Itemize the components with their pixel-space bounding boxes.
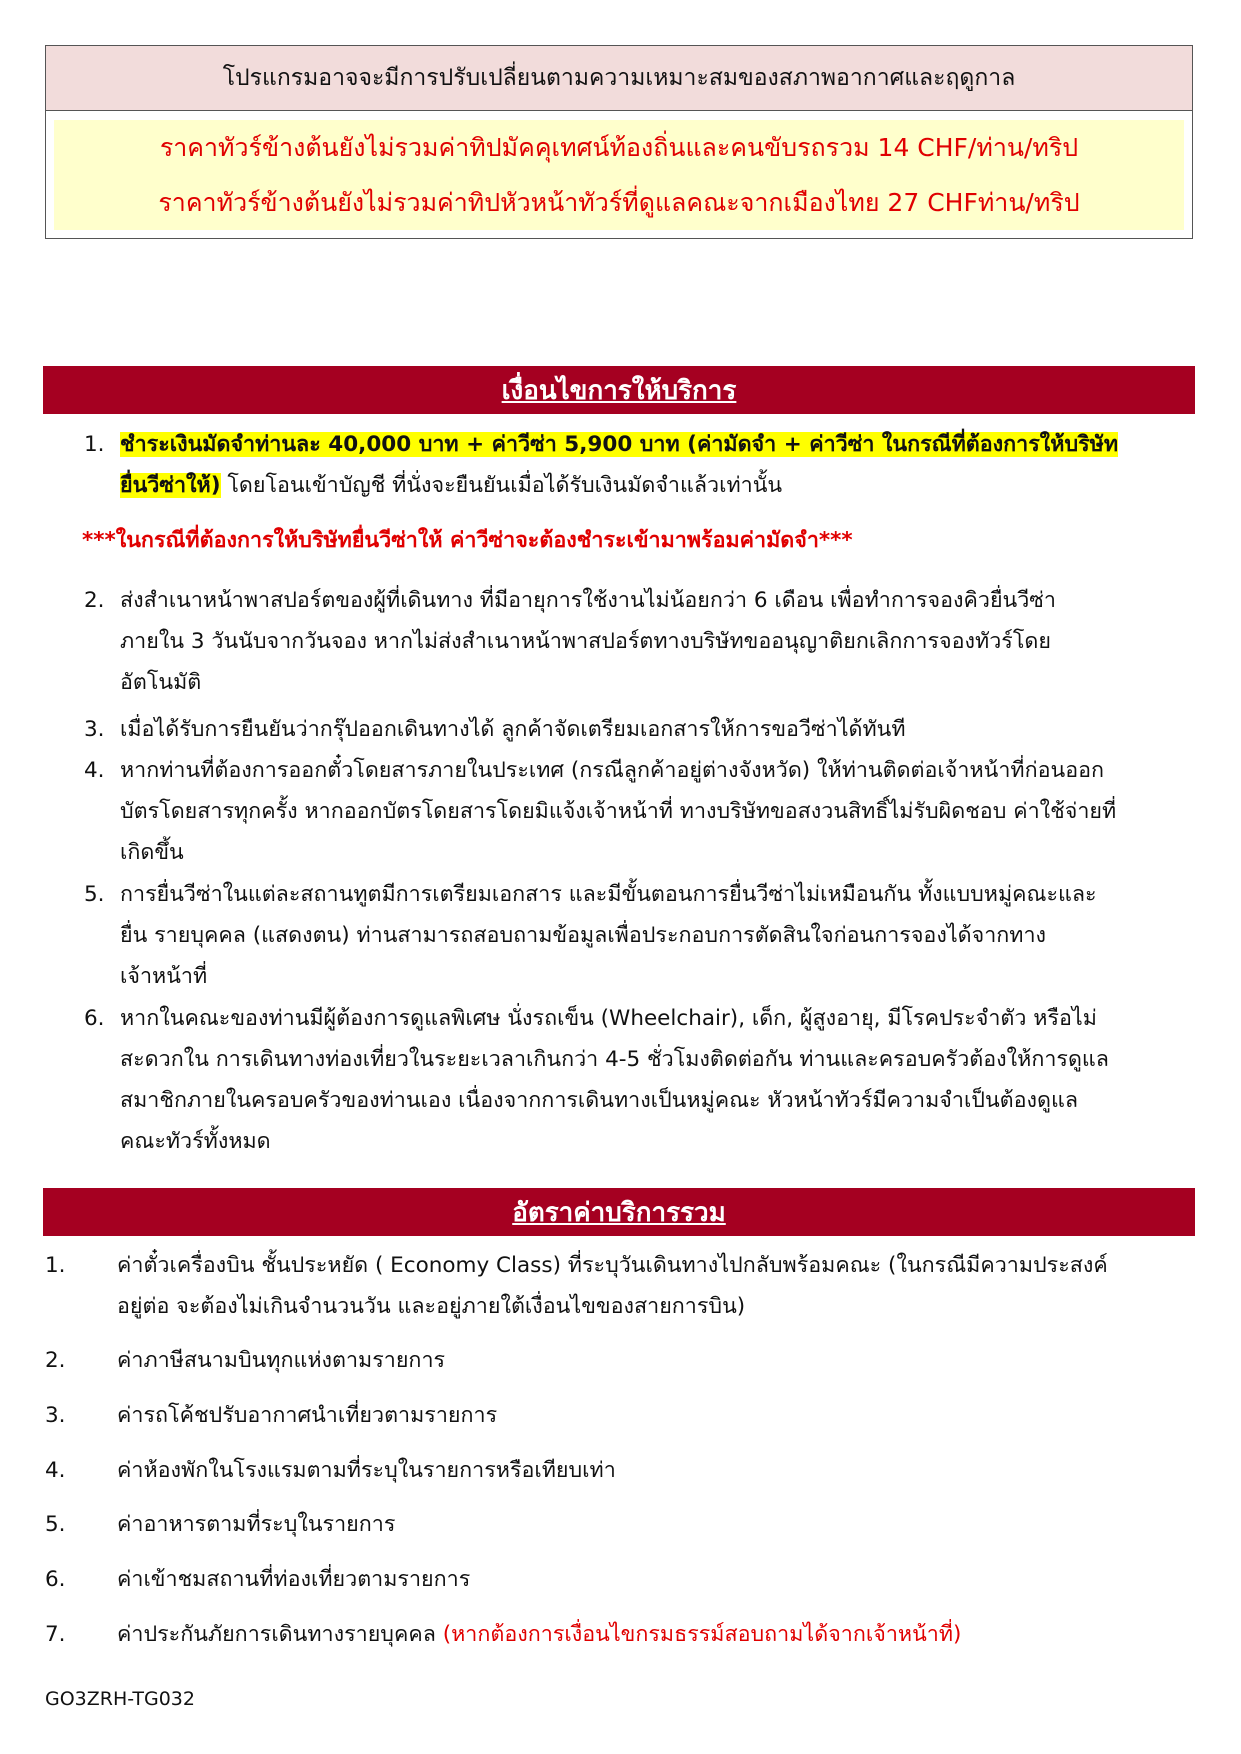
service-number: 6. [45,1567,66,1592]
condition-line: หากในคณะของท่านมีผู้ต้องการดูแลพิเศษ นั่งรถเข็น (Wheelchair), เด็ก, ผู้สูงอายุ, มีโรคประจำตัว หรือไม่ [120,1006,1097,1031]
condition-number: 2. [84,588,105,613]
service-text [117,1614,1207,1655]
service-line: ค่าเข้าชมสถานที่ท่องเที่ยวตามรายการ [117,1567,471,1592]
condition-line: ส่งสำเนาหน้าพาสปอร์ตของผู้ที่เดินทาง ที่มีอายุการใช้งานไม่น้อยกว่า 6 เดือน เพื่อทำการจองคิวยื่นวีซ่า [120,588,1056,613]
service-line: ค่าตั๋วเครื่องบิน ชั้นประหยัด ( Economy Class) ที่ระบุวันเดินทางไปกลับพร้อมคณะ (ในกรณีมีความประสงค์ [117,1253,1108,1278]
deposit-highlight: ชำระเงินมัดจำท่านละ 40,000 บาท + ค่าวีซ่า 5,900 บาท (ค่ามัดจำ + ค่าวีซ่า ในกรณีที่ต้องการให้บริษัท [120,432,1118,457]
condition-line: อัตโนมัติ [120,670,202,695]
condition-text [120,709,1205,750]
notice-title: โปรแกรมอาจจะมีการปรับเปลี่ยนตามความเหมาะสมของสภาพอากาศและฤดูกาล [46,46,1192,111]
condition-line: การยื่นวีซ่าในแต่ละสถานทูตมีการเตรียมเอกสาร และมีขั้นตอนการยื่นวีซ่าไม่เหมือนกัน ทั้งแบบหมู่คณะและ [120,882,1097,907]
service-number: 5. [45,1512,66,1537]
insurance-note: (หากต้องการเงื่อนไขกรมธรรม์สอบถามได้จากเจ้าหน้าที่) [442,1622,962,1647]
service-line: ค่าภาษีสนามบินทุกแห่งตามรายการ [117,1348,446,1373]
insurance-label: ค่าประกันภัยการเดินทางรายบุคคล [117,1622,443,1647]
condition-text [120,998,1205,1162]
condition-text [120,580,1205,703]
visa-highlight: ยื่นวีซ่าให้) [120,473,221,498]
tip-tour-leader-note: ราคาทัวร์ข้างต้นยังไม่รวมค่าทิปหัวหน้าทัวร์ที่ดูแลคณะจากเมืองไทย 27 CHFท่าน/ทริป [158,187,1080,217]
service-number: 2. [45,1348,66,1373]
service-number: 4. [45,1458,66,1483]
condition-line: เจ้าหน้าที่ [120,964,208,989]
tip-guide-driver-note: ราคาทัวร์ข้างต้นยังไม่รวมค่าทิปมัคคุเทศน์ท้องถิ่นและคนขับรถรวม 14 CHF/ท่าน/ทริป [159,132,1079,162]
visa-payment-warning: ***ในกรณีที่ต้องการให้บริษัทยื่นวีซ่าให้ ค่าวีซ่าจะต้องชำระเข้ามาพร้อมค่ามัดจำ*** [82,528,853,553]
condition-line: บัตรโดยสารทุกครั้ง หากออกบัตรโดยสารโดยมิแจ้งเจ้าหน้าที่ ทางบริษัทขอสงวนสิทธิ์ไม่รับผิดชอบ ค่าใช้จ่ายที่ [120,799,1117,824]
condition-line: เกิดขึ้น [120,840,184,865]
condition-number: 5. [84,882,105,907]
condition-line: ยื่น รายบุคคล (แสดงตน) ท่านสามารถสอบถามข้อมูลเพื่อประกอบการตัดสินใจก่อนการจองได้จากทาง [120,923,1047,948]
notice-highlight [54,120,1184,230]
condition-line: คณะทัวร์ทั้งหมด [120,1129,271,1154]
condition-number: 3. [84,717,105,742]
condition-number: 1. [84,432,105,457]
condition-text [120,874,1205,997]
service-text [117,1245,1207,1327]
services-heading: อัตราค่าบริการรวม [43,1188,1195,1236]
condition-line: สมาชิกภายในครอบครัวของท่านเอง เนื่องจากการเดินทางเป็นหมู่คณะ หัวหน้าทัวร์มีความจำเป็นต้องดูแล [120,1088,1079,1113]
deposit-note: โดยโอนเข้าบัญชี ที่นั่งจะยืนยันเมื่อได้รับเงินมัดจำแล้วเท่านั้น [220,473,783,498]
service-number: 7. [45,1622,66,1647]
service-number: 1. [45,1253,66,1278]
condition-number: 6. [84,1006,105,1031]
service-line: ค่าอาหารตามที่ระบุในรายการ [117,1512,396,1537]
condition-line: สะดวกใน การเดินทางท่องเที่ยวในระยะเวลาเกินกว่า 4-5 ชั่วโมงติดต่อกัน ท่านและครอบครัวต้องให้การดูแล [120,1047,1109,1072]
condition-line: เมื่อได้รับการยืนยันว่ากรุ๊ปออกเดินทางได้ ลูกค้าจัดเตรียมเอกสารให้การขอวีซ่าได้ทันที [120,717,906,742]
service-line: อยู่ต่อ จะต้องไม่เกินจำนวนวัน และอยู่ภายใต้เงื่อนไขของสายการบิน) [117,1294,746,1319]
document-code: GO3ZRH-TG032 [45,1688,195,1710]
service-line: ค่ารถโค้ชปรับอากาศนำเที่ยวตามรายการ [117,1403,498,1428]
notice-box [45,45,1193,239]
condition-text [120,750,1205,873]
condition-line: หากท่านที่ต้องการออกตั๋วโดยสารภายในประเทศ (กรณีลูกค้าอยู่ต่างจังหวัด) ให้ท่านติดต่อเจ้าหน้าที่ก่อนออก [120,758,1105,783]
condition-number: 4. [84,758,105,783]
service-number: 3. [45,1403,66,1428]
conditions-heading: เงื่อนไขการให้บริการ [43,366,1195,414]
condition-line: ภายใน 3 วันนับจากวันจอง หากไม่ส่งสำเนาหน้าพาสปอร์ตทางบริษัทขออนุญาติยกเลิกการจองทัวร์โดย [120,629,1051,654]
condition-text [120,424,1205,506]
service-line: ค่าห้องพักในโรงแรมตามที่ระบุในรายการหรือเทียบเท่า [117,1458,616,1483]
